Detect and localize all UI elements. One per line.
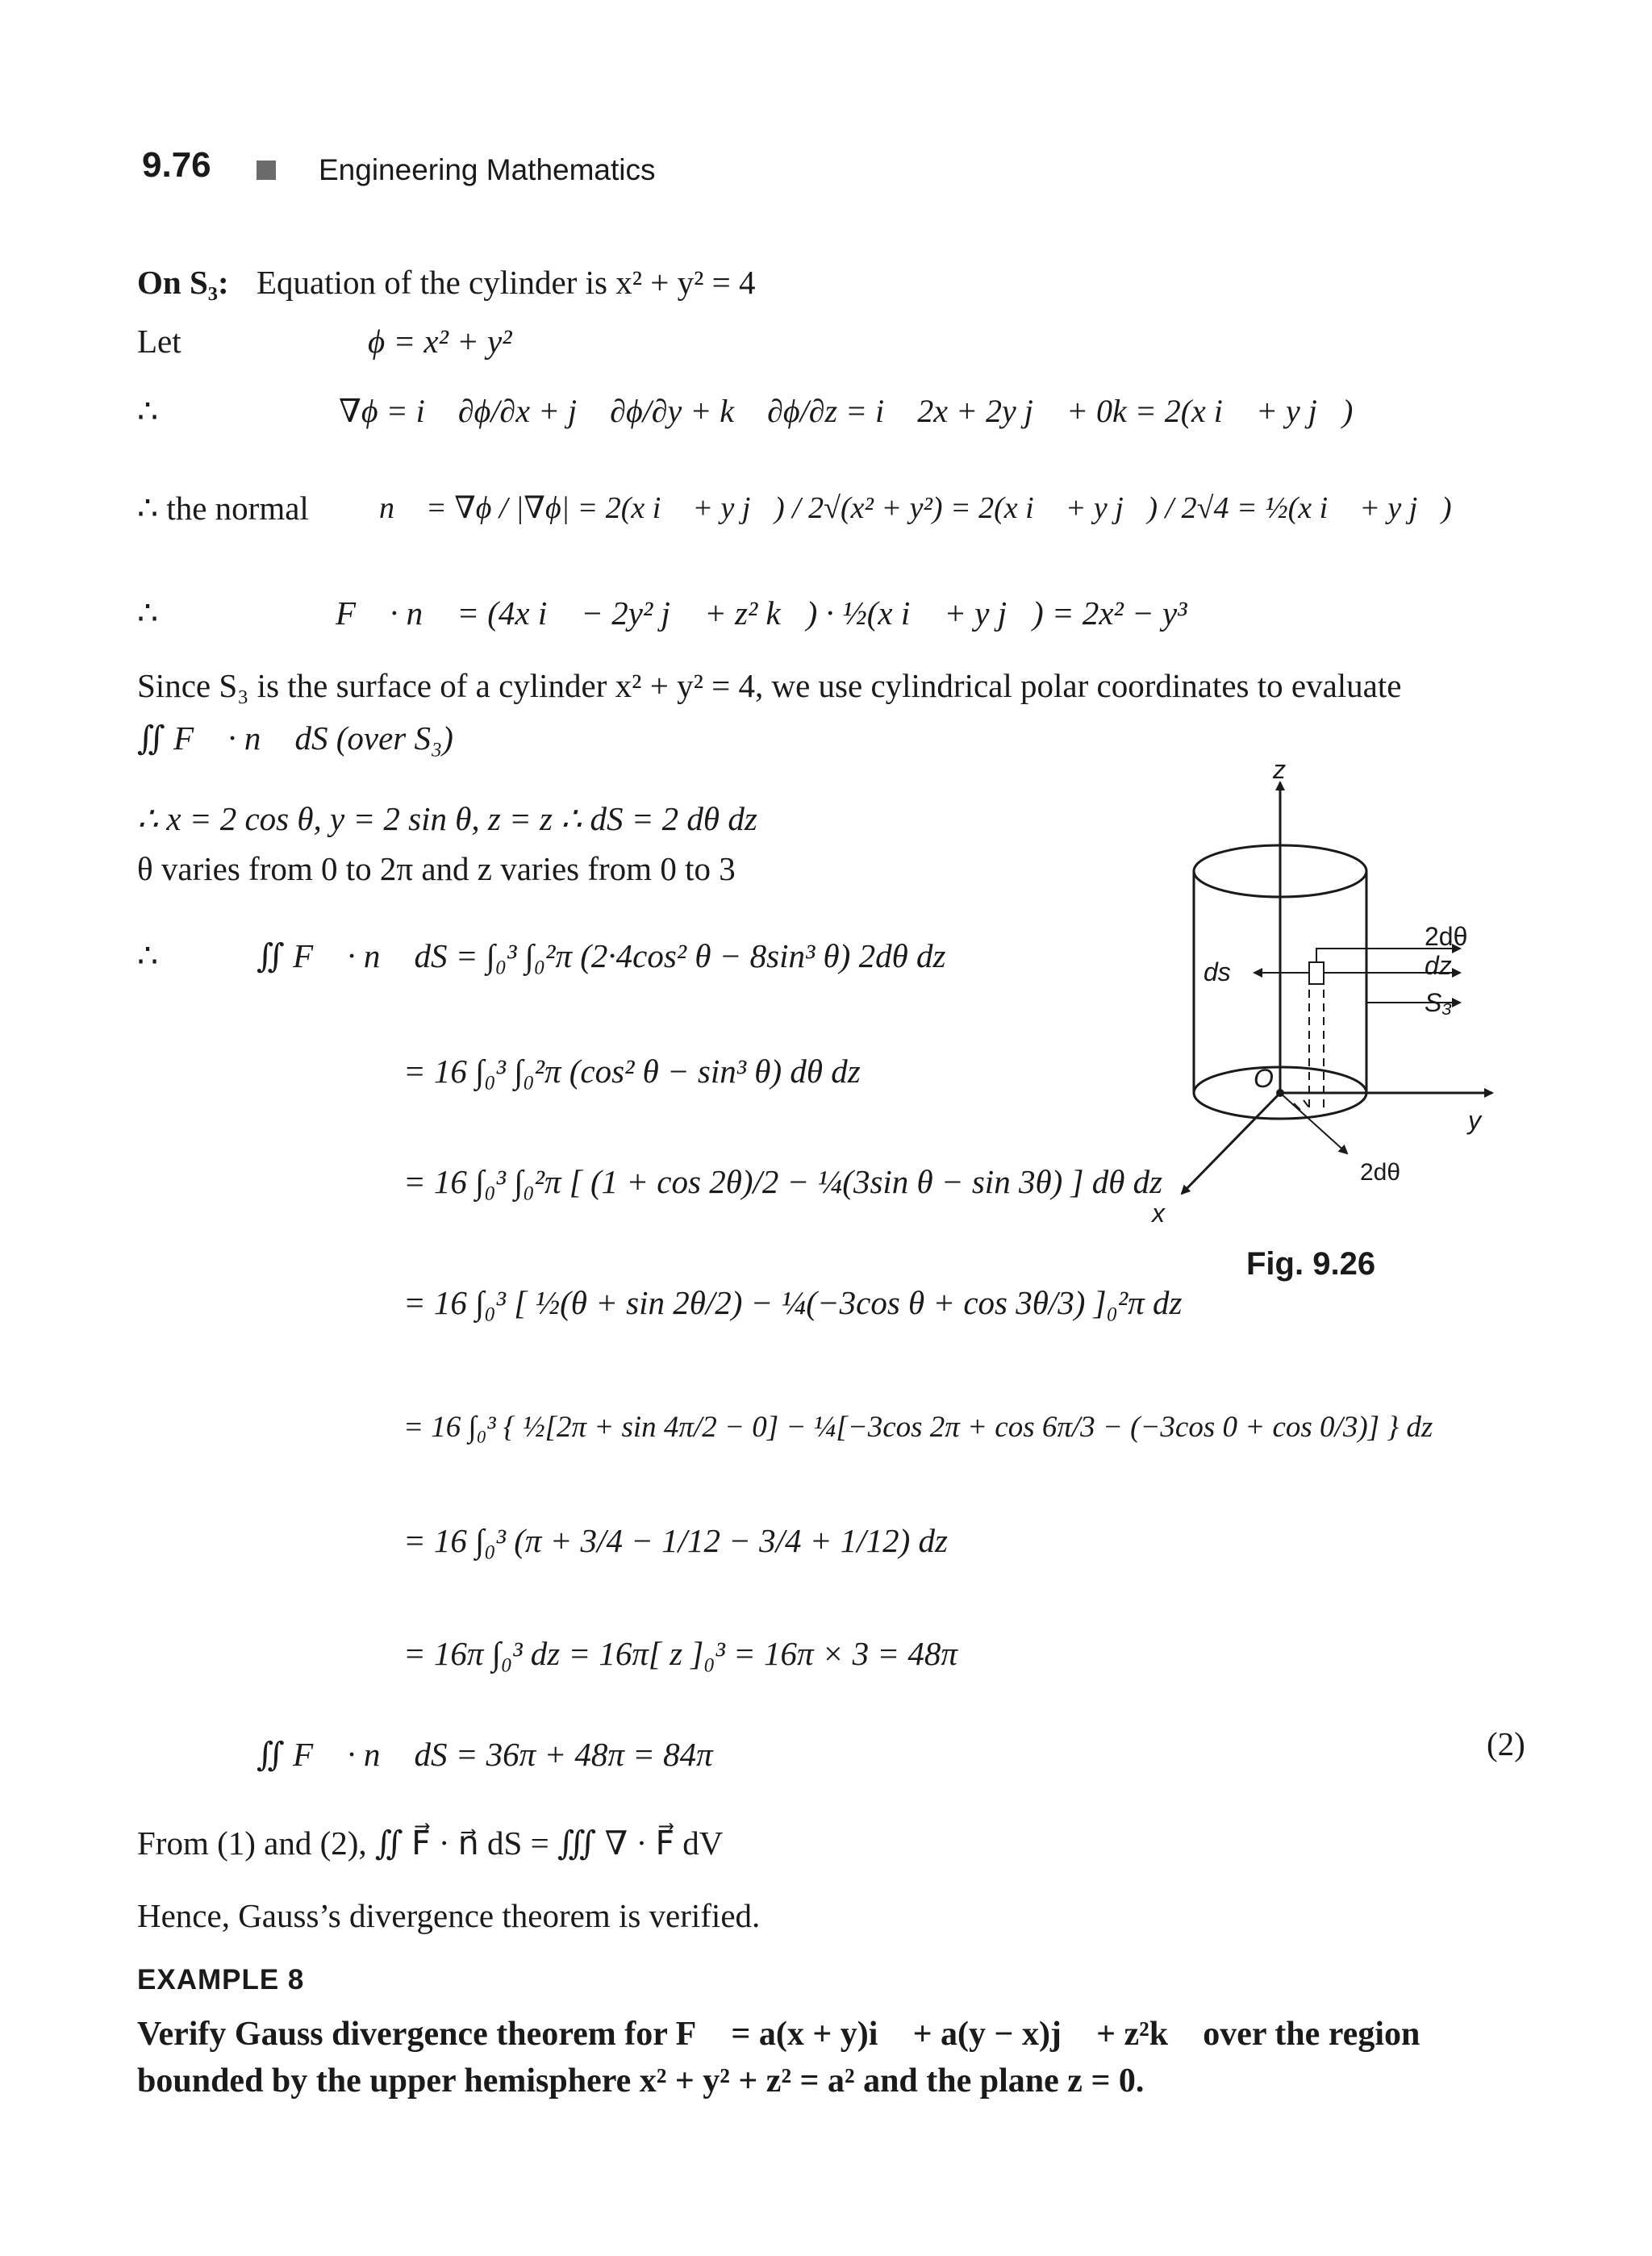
surface-integral-s3: ∬ F⃗ · n⃗ dS (over S₃) xyxy=(137,719,453,757)
integral-step-6: = 16 ∫₀³ (π + 3/4 − 1/12 − 3/4 + 1/12) dz xyxy=(403,1522,948,1559)
integral-step-3: = 16 ∫₀³ ∫₀²π [ (1 + cos 2θ)/2 − ¼(3sin θ − sin 3θ) ] dθ dz xyxy=(403,1163,1163,1200)
figure-caption: Fig. 9.26 xyxy=(1246,1246,1376,1282)
conclusion-line: Hence, Gauss’s divergence theorem is verified. xyxy=(137,1897,761,1934)
y-axis-label: y xyxy=(1468,1106,1481,1135)
parametrization-line: ∴ x = 2 cos θ, y = 2 sin θ, z = z ∴ dS = 2 dθ dz xyxy=(137,800,757,837)
ds-label: ds xyxy=(1204,957,1231,986)
page-number: 9.76 xyxy=(142,145,211,185)
normal-label: ∴ the normal xyxy=(137,490,309,527)
book-title: Engineering Mathematics xyxy=(319,153,656,186)
from-1-and-2-line: From (1) and (2), ∬ F⃗ · n⃗ dS = ∭ ∇ · F⃗ dV xyxy=(137,1824,724,1862)
integral-step-7: = 16π ∫₀³ dz = 16π[ z ]₀³ = 16π × 3 = 48π xyxy=(403,1635,957,1672)
on-s3-text: Equation of the cylinder is x² + y² = 4 xyxy=(257,264,756,301)
ranges-line: θ varies from 0 to 2π and z varies from 0 to 3 xyxy=(137,850,736,887)
two-dtheta-bottom-label: 2dθ xyxy=(1360,1159,1401,1186)
header-square-icon xyxy=(257,161,276,180)
x-axis-label: x xyxy=(1152,1199,1165,1226)
on-s3-label: On S₃: xyxy=(137,264,229,301)
integral-step-4: = 16 ∫₀³ [ ½(θ + sin 2θ/2) − ¼(−3cos θ + cos 3θ/3) ]₀²π dz xyxy=(403,1284,1183,1321)
s3-label: S₃ xyxy=(1425,988,1453,1017)
f-dot-n-equation: F⃗ · n⃗ = (4x i⃗ − 2y² j⃗ + z² k⃗) · ½(x i⃗ + y j⃗) = 2x² − y³ xyxy=(336,594,1187,632)
integral-step-1: ∬ F⃗ · n⃗ dS = ∫₀³ ∫₀²π (2·4cos² θ − 8sin³ θ) 2dθ dz xyxy=(257,937,946,974)
since-s3-paragraph: Since S₃ is the surface of a cylinder x² + y² = 4, we use cylindrical polar coordinates to evaluate xyxy=(137,667,1402,704)
equation-number: (2) xyxy=(1487,1725,1525,1762)
let-label: Let xyxy=(137,323,181,360)
therefore-symbol: ∴ xyxy=(137,393,159,430)
two-dtheta-top-label: 2dθ xyxy=(1425,922,1468,951)
surface-element xyxy=(1309,962,1324,984)
dz-label: dz xyxy=(1425,951,1452,980)
total-flux-equation: ∬ F⃗ · n⃗ dS = 36π + 48π = 84π xyxy=(257,1736,713,1773)
phi-definition: ϕ = x² + y² xyxy=(368,323,512,360)
therefore-symbol: ∴ xyxy=(137,594,159,632)
cylinder-figure xyxy=(1121,758,1508,1226)
origin-label: O xyxy=(1254,1064,1274,1093)
integral-step-2: = 16 ∫₀³ ∫₀²π (cos² θ − sin³ θ) dθ dz xyxy=(403,1053,861,1090)
gradient-phi-equation: ∇ϕ = i⃗ ∂ϕ/∂x + j⃗ ∂ϕ/∂y + k⃗ ∂ϕ/∂z = i⃗ 2x + 2y j⃗ + 0k = 2(x i⃗ + y j⃗) xyxy=(339,393,1354,429)
z-axis-label: z xyxy=(1273,758,1286,784)
example-statement: Verify Gauss divergence theorem for F⃗ = a(x + y)i⃗ + a(y − x)j⃗ + z²k⃗ over the region bounded by the upper hemisphere x² + y² + z² = a² and the plane z = 0. xyxy=(137,2016,1420,2100)
normal-equation: n⃗ = ∇ϕ / |∇ϕ| = 2(x i⃗ + y j⃗) / 2√(x² + y²) = 2(x i⃗ + y j⃗) / 2√4 = ½(x i⃗ + y j⃗) xyxy=(379,491,1452,525)
example-label: EXAMPLE 8 xyxy=(137,1964,305,1995)
integral-step-5: = 16 ∫₀³ { ½[2π + sin 4π/2 − 0] − ¼[−3cos 2π + cos 6π/3 − (−3cos 0 + cos 0/3)] } dz xyxy=(403,1411,1433,1444)
x-axis xyxy=(1182,1093,1280,1194)
therefore-symbol: ∴ xyxy=(137,937,159,974)
